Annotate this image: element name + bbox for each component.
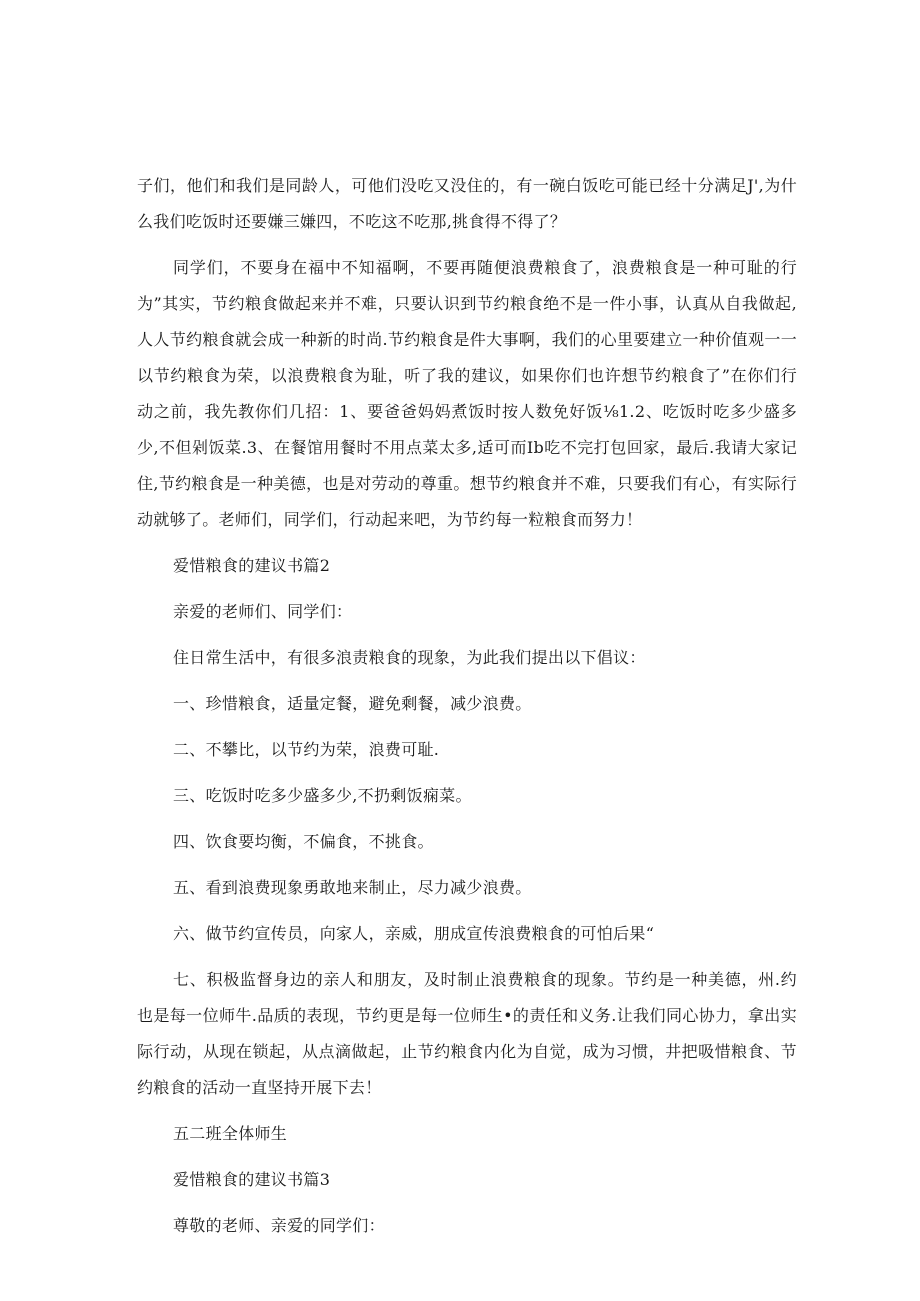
paragraph-continuation: 子们，他们和我们是同龄人，可他们没吃又没住的，有一碗白饭吃可能已经十分满足J',为什么我们吃饭时还要嫌三嫌四，不吃这不吃那,挑食得不得了？ <box>137 176 797 231</box>
list-item-2: 二、不攀比，以节约为荣，浪费可耻. <box>173 740 440 759</box>
list-item-4: 四、饮食要均衡，不偏食，不挑食。 <box>173 832 434 851</box>
list-item-1: 一、珍惜粮食，适量定餐，避免剩餐，减少浪费。 <box>173 694 532 713</box>
signature: 五二班全体师生 <box>173 1124 288 1143</box>
list-item-7: 七、积极监督身边的亲人和朋友，及时制止浪费粮食的现象。节约是一种美德，州.约也是每一位师牛.品质的表现，节约更是每一位师生•的责任和义务.让我们同心协力，拿出实际行动，从现在锁起，从点滴做起，止节约粮食内化为自觉，成为习惯，井把吸惜粮食、节约粮食的活动一直坚持开展下去！ <box>137 970 797 1097</box>
section-heading-2: 爱惜粮食的建议书篇2 <box>173 556 331 575</box>
paragraph-appeal: 同学们，不要身在福中不知福啊，不要再随便浪费粮食了，浪费粮食是一种可耻的行为”其实，节约粮食做起来并不难，只要认识到节约粮食绝不是一件小事，认真从自我做起,人人节约粮食就会成一种新的时尚.节约粮食是件大事啊，我们的心里要建立一种价值观一一以节约粮食为荣，以浪费粮食为耻，听了我的建议，如果你们也许想节约粮食了”在你们行动之前，我先教你们几招：1、要爸爸妈妈煮饭时按人数免好饭⅛1.2、吃饭时吃多少盛多少,不但剁饭菜.3、在餐馆用餐时不用点菜太多,适可而Ib吃不完打包回家，最后.我请大家记住,节约粮食是一种美德，也是对劳动的尊重。想节约粮食并不难，只要我们有心，有实际行动就够了。老师们，同学们，行动起来吧，为节约每一粒粮食而努力！ <box>137 258 797 529</box>
document-body <box>137 168 797 1244</box>
salutation-3: 尊敬的老师、亲爱的同学们： <box>173 1216 385 1235</box>
list-item-6: 六、做节约宣传员，向家人，亲威，朋成宣传浪费粮食的可怕后果“ <box>173 924 655 943</box>
section-heading-3: 爱惜粮食的建议书篇3 <box>173 1170 331 1189</box>
salutation-2: 亲爱的老师们、同学们： <box>173 602 353 621</box>
intro-line: 住日常生活中，有很多浪责粮食的现象，为此我们提出以下倡议： <box>173 648 646 667</box>
list-item-3: 三、吃饭时吃多少盛多少,不扔剩饭痫菜。 <box>173 786 472 805</box>
list-item-5: 五、看到浪费现象勇敢地来制止，尽力减少浪费。 <box>173 878 532 897</box>
